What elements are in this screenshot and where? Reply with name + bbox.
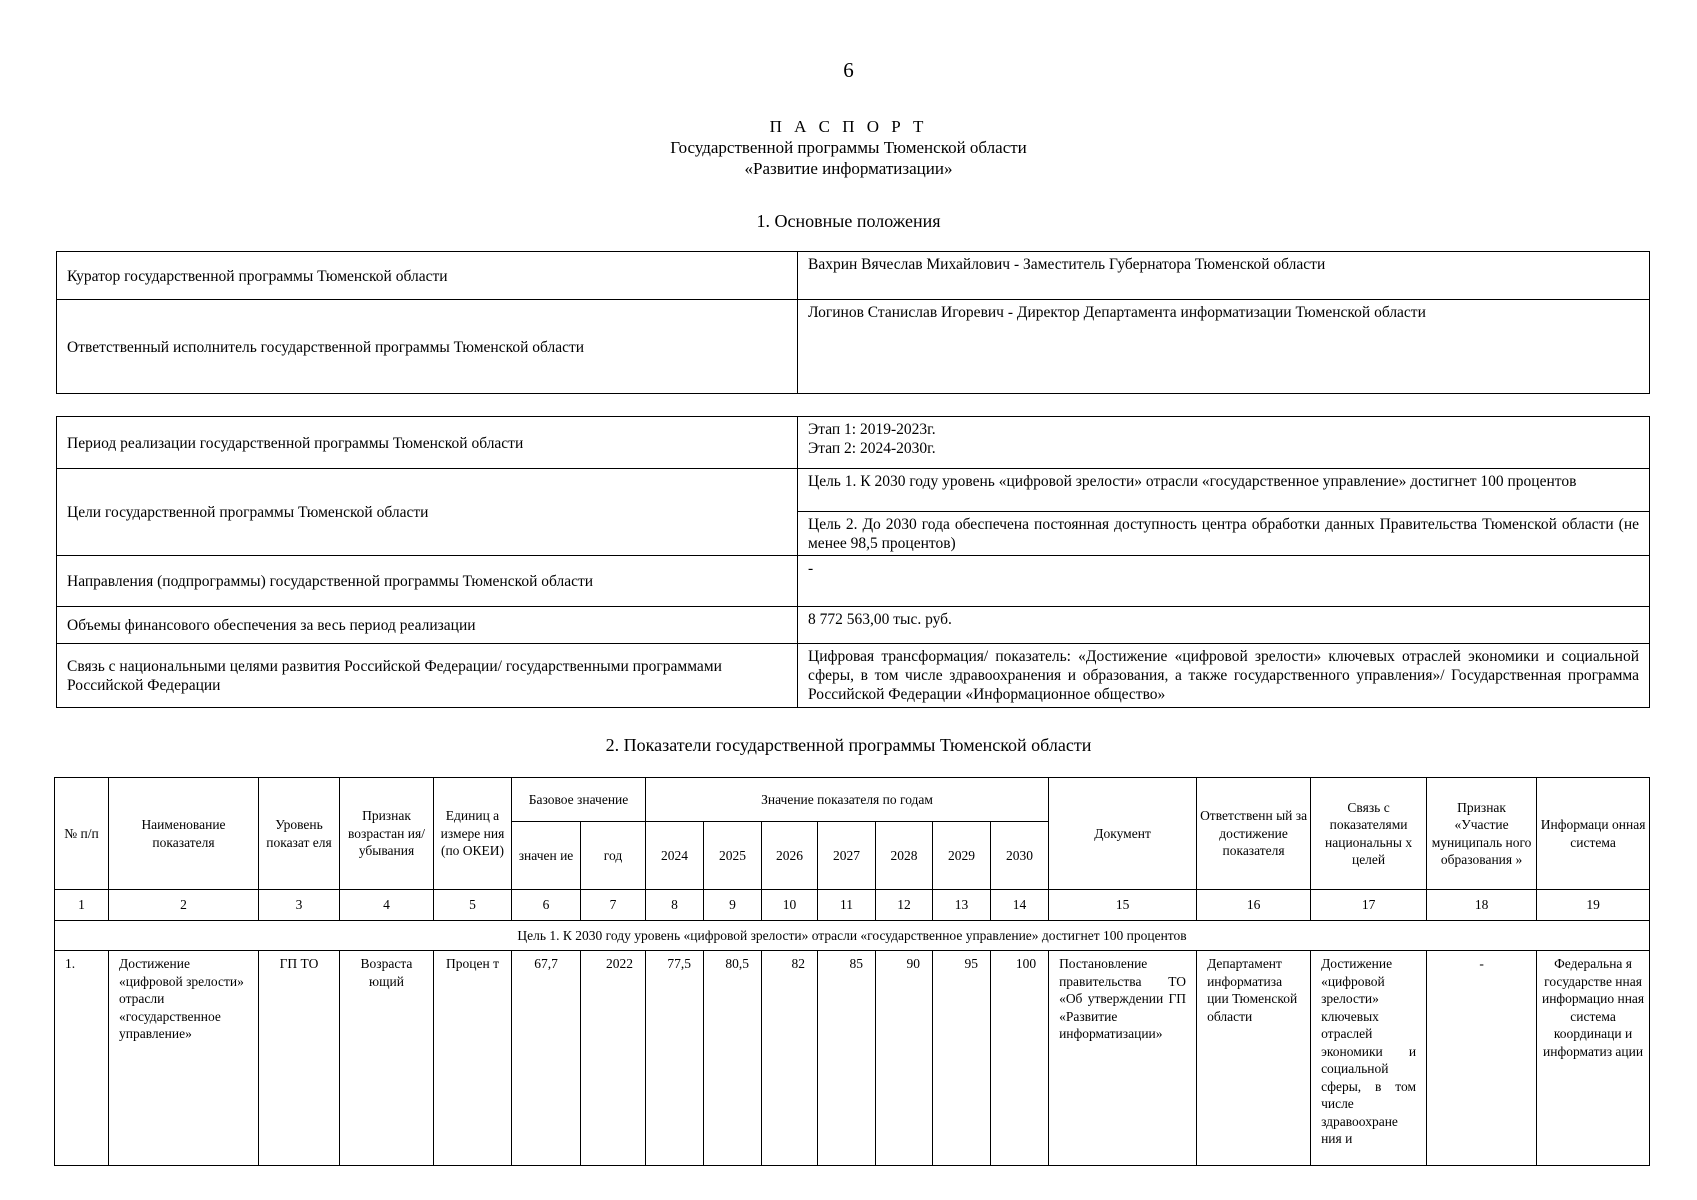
curator-label: Куратор государственной программы Тюменской области [57, 252, 798, 300]
directions-row [57, 556, 1650, 607]
header-year: 2024 [646, 822, 704, 890]
year-value: 82 [762, 951, 818, 1166]
header-year: 2026 [762, 822, 818, 890]
header-base-value: значен ие [512, 822, 581, 890]
national-link-label: Связь с национальными целями развития Российской Федерации/ государственными программами Российской Федерации [57, 644, 798, 708]
indicator-row [55, 951, 1650, 1166]
period-stage-2: Этап 2: 2024-2030г. [808, 440, 936, 457]
header-year: 2029 [933, 822, 991, 890]
column-number: 11 [818, 890, 876, 921]
header-num: № п/п [55, 778, 109, 890]
year-value: 95 [933, 951, 991, 1166]
passport-header [0, 116, 1697, 179]
goals-row-1 [57, 469, 1650, 512]
column-number: 9 [704, 890, 762, 921]
goal-1-value: Цель 1. К 2030 году уровень «цифровой зрелости» отрасли «государственное управление» достигнет 100 процентов [798, 469, 1650, 512]
goal-1-text: Цель 1. К 2030 году уровень «цифровой зрелости» отрасли «государственное управление» достигнет 100 процентов [55, 921, 1650, 951]
header-name: Наименование показателя [109, 778, 259, 890]
column-number: 6 [512, 890, 581, 921]
goals-label: Цели государственной программы Тюменской области [57, 469, 798, 556]
header-national-link: Связь с показателями национальны х целей [1311, 778, 1427, 890]
column-number: 4 [340, 890, 434, 921]
row-num: 1. [55, 951, 109, 1166]
section2-title: 2. Показатели государственной программы Тюменской области [605, 735, 1092, 755]
header-unit: Единиц а измере ния (по ОКЕИ) [434, 778, 512, 890]
column-numbers-row [55, 890, 1650, 921]
main-provisions-table [56, 251, 1650, 394]
executor-row [57, 300, 1650, 394]
year-value: 90 [876, 951, 933, 1166]
column-number: 14 [991, 890, 1049, 921]
funding-value: 8 772 563,00 тыс. руб. [798, 607, 1650, 644]
year-value: 100 [991, 951, 1049, 1166]
column-number: 8 [646, 890, 704, 921]
header-year: 2030 [991, 822, 1049, 890]
header-level: Уровень показат еля [259, 778, 340, 890]
header-trend: Признак возрастан ия/ убывания [340, 778, 434, 890]
indicator-level: ГП ТО [259, 951, 340, 1166]
column-number: 12 [876, 890, 933, 921]
indicator-responsible: Департамент информатиза ции Тюменской области [1197, 951, 1311, 1166]
header-municipal: Признак «Участие муниципаль ного образования » [1427, 778, 1537, 890]
header-year: 2025 [704, 822, 762, 890]
indicator-trend: Возраста ющий [340, 951, 434, 1166]
header-row-1 [55, 778, 1650, 822]
column-number: 16 [1197, 890, 1311, 921]
national-link-value: Цифровая трансформация/ показатель: «Достижение «цифровой зрелости» ключевых отраслей экономики и социальной сферы, в том числе здравоохранения и образования, а также государственного управления»/ Государственная программа Российской Федерации «Информационное общество» [798, 644, 1650, 708]
column-number: 13 [933, 890, 991, 921]
base-year: 2022 [581, 951, 646, 1166]
header-by-years: Значение показателя по годам [646, 778, 1049, 822]
funding-row [57, 607, 1650, 644]
header-year: 2028 [876, 822, 933, 890]
curator-value: Вахрин Вячеслав Михайлович - Заместитель Губернатора Тюменской области [798, 252, 1650, 300]
base-value: 67,7 [512, 951, 581, 1166]
page-number: 6 [843, 58, 854, 82]
executor-value: Логинов Станислав Игоревич - Директор Департамента информатизации Тюменской области [798, 300, 1650, 394]
header-document: Документ [1049, 778, 1197, 890]
column-number: 19 [1537, 890, 1650, 921]
header-year: 2027 [818, 822, 876, 890]
national-link-row [57, 644, 1650, 708]
header-base: Базовое значение [512, 778, 646, 822]
passport-subtitle-program: Государственной программы Тюменской области [670, 138, 1027, 157]
column-number: 18 [1427, 890, 1537, 921]
period-row [57, 417, 1650, 469]
section1-title: 1. Основные положения [756, 211, 941, 231]
column-number: 2 [109, 890, 259, 921]
column-number: 1 [55, 890, 109, 921]
period-stage-1: Этап 1: 2019-2023г. [808, 421, 936, 438]
column-number: 10 [762, 890, 818, 921]
indicator-unit: Процен т [434, 951, 512, 1166]
program-details-table [56, 416, 1650, 708]
header-info-system: Информаци онная система [1537, 778, 1650, 890]
curator-row [57, 252, 1650, 300]
year-value: 85 [818, 951, 876, 1166]
indicator-national-link: Достижение «цифровой зрелости» ключевых отраслей экономики и социальной сферы, в том числе здравоохране ния и [1311, 951, 1427, 1166]
year-value: 77,5 [646, 951, 704, 1166]
column-number: 7 [581, 890, 646, 921]
column-number: 15 [1049, 890, 1197, 921]
indicator-name: Достижение «цифровой зрелости» отрасли «государственное управление» [109, 951, 259, 1166]
period-value [798, 417, 1650, 469]
funding-label: Объемы финансового обеспечения за весь период реализации [57, 607, 798, 644]
column-number: 5 [434, 890, 512, 921]
passport-subtitle-name: «Развитие информатизации» [744, 159, 953, 178]
directions-label: Направления (подпрограммы) государственной программы Тюменской области [57, 556, 798, 607]
directions-value: - [798, 556, 1650, 607]
column-number: 17 [1311, 890, 1427, 921]
header-responsible: Ответственн ый за достижение показателя [1197, 778, 1311, 890]
column-number: 3 [259, 890, 340, 921]
indicator-document: Постановление правительства ТО «Об утверждении ГП «Развитие информатизации» [1049, 951, 1197, 1166]
indicator-municipal: - [1427, 951, 1537, 1166]
indicators-table [54, 777, 1650, 1166]
header-base-year: год [581, 822, 646, 890]
period-label: Период реализации государственной программы Тюменской области [57, 417, 798, 469]
executor-label: Ответственный исполнитель государственной программы Тюменской области [57, 300, 798, 394]
goal-2-value: Цель 2. До 2030 года обеспечена постоянная доступность центра обработки данных Правительства Тюменской области (не менее 98,5 процентов) [798, 512, 1650, 556]
goal-row [55, 921, 1650, 951]
indicator-info-system: Федеральна я государстве нная информацио нная система координаци и информатиз ации [1537, 951, 1650, 1166]
year-value: 80,5 [704, 951, 762, 1166]
passport-title: П А С П О Р Т [769, 117, 928, 136]
